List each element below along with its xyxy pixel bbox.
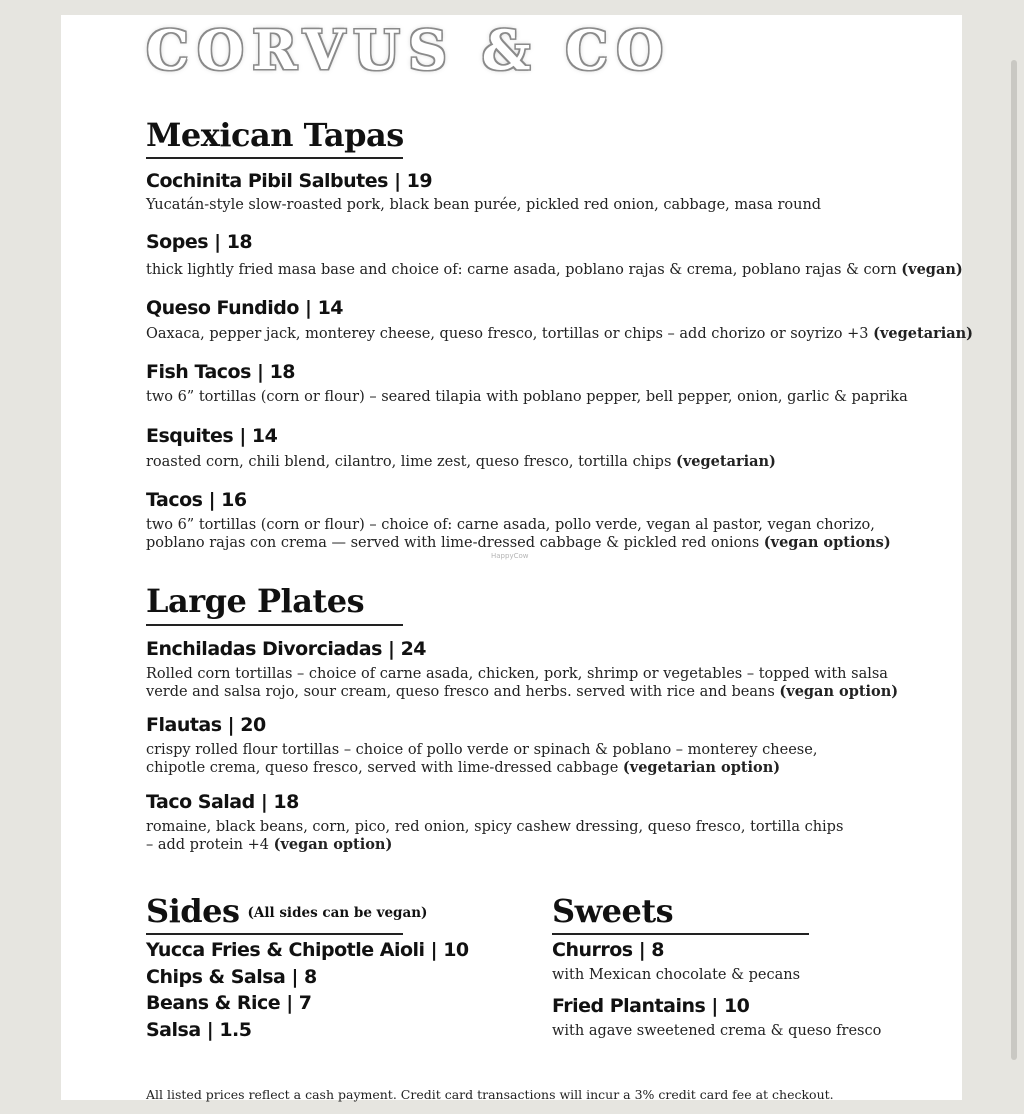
brand-logo: CORVUS & CO xyxy=(146,18,672,82)
menu-item-desc: Rolled corn tortillas – choice of carne asada, chicken, pork, shrimp or vegetables – topped with salsa xyxy=(146,666,888,682)
menu-item-name: Flautas | 20 xyxy=(146,714,266,736)
diet-tag: (vegetarian) xyxy=(676,453,776,470)
menu-item-name: Churros | 8 xyxy=(552,939,664,961)
menu-item-desc: crispy rolled flour tortillas – choice of pollo verde or spinach & poblano – monterey cheese, xyxy=(146,742,818,758)
menu-item-desc: thick lightly fried masa base and choice of: carne asada, poblano rajas & crema, poblano rajas & corn (vegan) xyxy=(146,261,963,278)
menu-item-name: Tacos | 16 xyxy=(146,489,247,511)
section-title-sweets: Sweets xyxy=(552,892,674,930)
diet-tag: (vegan option) xyxy=(779,683,899,700)
menu-item-desc: poblano rajas con crema — served with lime-dressed cabbage & pickled red onions (vegan options) xyxy=(146,534,891,551)
diet-tag: (vegan) xyxy=(901,261,963,278)
menu-item-name: Queso Fundido | 14 xyxy=(146,297,344,319)
menu-item-desc: two 6” tortillas (corn or flour) – seared tilapia with poblano pepper, bell pepper, onion, garlic & paprika xyxy=(146,389,908,405)
diet-tag: (vegetarian) xyxy=(873,325,974,342)
menu-item-name: Cochinita Pibil Salbutes | 19 xyxy=(146,170,433,192)
diet-tag: (vegan option) xyxy=(273,836,393,853)
section-rule xyxy=(146,157,403,159)
menu-item-desc: with Mexican chocolate & pecans xyxy=(552,967,801,983)
menu-item-name: Fish Tacos | 18 xyxy=(146,361,296,383)
side-item: Salsa | 1.5 xyxy=(146,1019,252,1041)
sides-note: (All sides can be vegan) xyxy=(247,904,428,921)
menu-item-desc: with agave sweetened crema & queso fresco xyxy=(552,1023,882,1039)
diet-tag: (vegetarian option) xyxy=(622,759,781,776)
section-title-tapas: Mexican Tapas xyxy=(146,116,404,154)
footer-note: All listed prices reflect a cash payment. Credit card transactions will incur a 3% credit card fee at checkout. xyxy=(146,1087,834,1102)
happycow-watermark: HappyCow xyxy=(491,552,529,560)
section-title-plates: Large Plates xyxy=(146,582,365,620)
menu-item-name: Sopes | 18 xyxy=(146,231,253,253)
menu-item-desc: two 6” tortillas (corn or flour) – choice of: carne asada, pollo verde, vegan al pastor, vegan chorizo, xyxy=(146,517,875,533)
diet-tag: (vegan options) xyxy=(763,534,891,551)
menu-item-desc: verde and salsa rojo, sour cream, queso fresco and herbs. served with rice and beans (vegan option) xyxy=(146,683,899,700)
menu-item-desc: Oaxaca, pepper jack, monterey cheese, queso fresco, tortillas or chips – add chorizo or soyrizo +3 (vegetarian) xyxy=(146,325,974,342)
menu-item-desc: Yucatán-style slow-roasted pork, black bean purée, pickled red onion, cabbage, masa round xyxy=(146,197,822,213)
menu-item-name: Enchiladas Divorciadas | 24 xyxy=(146,638,427,660)
side-item: Yucca Fries & Chipotle Aioli | 10 xyxy=(146,939,469,961)
menu-page xyxy=(61,15,974,1102)
section-rule xyxy=(146,933,403,935)
menu-item-name: Esquites | 14 xyxy=(146,425,278,447)
menu-item-desc: – add protein +4 (vegan option) xyxy=(146,836,393,853)
side-item: Chips & Salsa | 8 xyxy=(146,966,317,988)
menu-item-desc: roasted corn, chili blend, cilantro, lime zest, queso fresco, tortilla chips (vegetarian) xyxy=(146,453,776,470)
side-item: Beans & Rice | 7 xyxy=(146,992,312,1014)
menu-item-desc: romaine, black beans, corn, pico, red onion, spicy cashew dressing, queso fresco, tortilla chips xyxy=(146,819,844,835)
page-scrollbar[interactable] xyxy=(1011,60,1017,1060)
section-rule xyxy=(146,624,403,626)
menu-item-desc: chipotle crema, queso fresco, served with lime-dressed cabbage (vegetarian option) xyxy=(146,759,781,776)
menu-item-name: Taco Salad | 18 xyxy=(146,791,299,813)
section-rule xyxy=(552,933,809,935)
menu-item-name: Fried Plantains | 10 xyxy=(552,995,750,1017)
section-title-sides: Sides (All sides can be vegan) xyxy=(146,892,428,930)
